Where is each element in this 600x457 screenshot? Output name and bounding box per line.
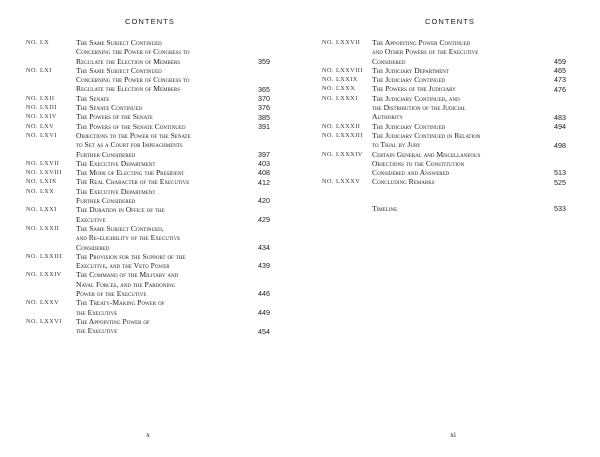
entry-title [76, 112, 242, 121]
entry-page-number: 476 [554, 84, 566, 94]
page-heading: CONTENTS [124, 17, 176, 26]
entry-title [76, 94, 242, 103]
entry-title-line: The Powers of the Senate [76, 112, 153, 122]
entry-title-line: The Powers of the Judiciary [372, 84, 456, 94]
right-page [300, 0, 600, 457]
entry-title-line: Further Considered [76, 196, 136, 206]
entry-number: NO. LXXIII [26, 252, 62, 260]
entry-page-number: 376 [258, 103, 270, 113]
entry-title-line: The Judiciary Continued [372, 75, 446, 85]
entry-title-line: Considered [372, 56, 406, 66]
entry-title-line: The Judiciary Department [372, 65, 449, 75]
toc-entry [26, 317, 270, 336]
entry-number: NO. LXX [26, 187, 55, 195]
entry-title [76, 317, 242, 336]
entry-title [76, 66, 242, 94]
toc-entry [26, 94, 270, 103]
entry-title [372, 177, 538, 186]
entry-title-line: The Duration in Office of the [76, 205, 165, 215]
entry-number: NO. LXXXV [322, 178, 361, 186]
entry-title-line: Timeline [372, 203, 398, 213]
entry-title-line: The Same Subject Continued [76, 65, 162, 75]
entry-number: NO. LXXXII [322, 122, 361, 130]
entry-page-number: 449 [258, 307, 270, 317]
entry-page-number: 359 [258, 56, 270, 66]
entry-number: NO. LXIII [26, 104, 57, 112]
entry-number: NO. LXXXI [322, 94, 358, 102]
toc-entry [26, 66, 270, 94]
toc-list [322, 38, 566, 213]
entry-title-line: to Set as a Court for Impeachments [76, 140, 183, 150]
toc-entry [322, 84, 566, 93]
entry-title [76, 177, 242, 186]
entry-title [76, 122, 242, 131]
entry-title-line: Considered and Answered [372, 168, 450, 178]
entry-title [76, 187, 242, 206]
toc-entry [26, 187, 270, 206]
entry-title-line: The Real Character of the Executive [76, 177, 190, 187]
entry-page-number: 473 [554, 75, 566, 85]
entry-page-number: 397 [258, 149, 270, 159]
entry-page-number: 434 [258, 242, 270, 252]
entry-number: NO. LXXIX [322, 76, 358, 84]
entry-page-number: 525 [554, 177, 566, 187]
page-number: xi [450, 430, 456, 439]
toc-entry [26, 103, 270, 112]
toc-entry [322, 177, 566, 186]
toc-entry [26, 38, 270, 66]
entry-number: NO. LXVI [26, 131, 57, 139]
entry-title-line: Naval Forces, and the Pardoning [76, 279, 176, 289]
entry-title [372, 75, 538, 84]
entry-title-line: Regulate the Election of Members [76, 84, 181, 94]
entry-title-line: Executive [76, 214, 106, 224]
entry-page-number: 370 [258, 94, 270, 104]
entry-title-line: Concerning the Power of Congress to [76, 47, 190, 57]
entry-title-line: Concerning the Power of Congress to [76, 75, 190, 85]
entry-title [372, 94, 538, 122]
entry-title [372, 204, 538, 213]
entry-number: NO. LXII [26, 94, 55, 102]
entry-title-line: The Judiciary Continued [372, 121, 446, 131]
entry-title-line: The Mode of Electing the President [76, 168, 185, 178]
entry-title [76, 131, 242, 159]
entry-page-number: 403 [258, 159, 270, 169]
entry-title-line: The Appointing Power Continued [372, 38, 471, 47]
entry-title [372, 38, 538, 66]
toc-entry [26, 122, 270, 131]
entry-title-line: Power of the Executive [76, 289, 147, 299]
entry-number: NO. LXXVI [26, 317, 62, 325]
toc-entry [322, 75, 566, 84]
toc-entry [322, 131, 566, 150]
entry-title-line: Concluding Remarks [372, 177, 435, 187]
entry-title [372, 122, 538, 131]
entry-number: NO. LXXIV [26, 271, 62, 279]
entry-title [76, 103, 242, 112]
entry-title-line: Objections to the Constitution [372, 158, 465, 168]
entry-page-number: 459 [554, 56, 566, 66]
entry-number: NO. LXXXIII [322, 131, 363, 139]
toc-list [26, 38, 270, 336]
entry-number: NO. LXXV [26, 299, 60, 307]
entry-title-line: The Executive Department [76, 158, 156, 168]
toc-entry [322, 66, 566, 75]
page-number: x [146, 430, 150, 439]
toc-entry [26, 177, 270, 186]
toc-entry [26, 112, 270, 121]
entry-title [372, 66, 538, 75]
entry-title-line: The Same Subject Continued [76, 38, 162, 47]
toc-entry [322, 150, 566, 178]
entry-number: NO. LXXX [322, 85, 356, 93]
entry-title-line: the Executive [76, 307, 118, 317]
entry-title-line: Further Considered [76, 149, 136, 159]
entry-number: NO. LXXVIII [322, 66, 363, 74]
entry-page-number: 465 [554, 66, 566, 76]
entry-number: NO. LXXVII [322, 39, 361, 46]
entry-title [76, 270, 242, 298]
entry-title-line: Regulate the Election of Members [76, 56, 181, 66]
entry-title [76, 159, 242, 168]
entry-title-line: The Provision for the Support of the [76, 251, 186, 261]
entry-page-number: 498 [554, 140, 566, 150]
entry-page-number: 420 [258, 196, 270, 206]
page-heading: CONTENTS [424, 17, 476, 26]
entry-number: NO. LXIV [26, 113, 57, 121]
entry-title [372, 84, 538, 93]
toc-entry [26, 270, 270, 298]
entry-page-number: 446 [258, 289, 270, 299]
entry-title-line: Executive, and the Veto Power [76, 261, 170, 271]
entry-number: NO. LXI [26, 66, 52, 74]
entry-page-number: 365 [258, 84, 270, 94]
toc-entry [322, 94, 566, 122]
entry-page-number: 454 [258, 326, 270, 336]
toc-entry [26, 168, 270, 177]
entry-title-line: the Distribution of the Judicial [372, 103, 466, 113]
entry-title-line: The Judiciary Continued in Relation [372, 130, 481, 140]
entry-title [76, 298, 242, 317]
entry-title [76, 168, 242, 177]
entry-page-number: 391 [258, 121, 270, 131]
entry-page-number: 513 [554, 168, 566, 178]
entry-title-line: The Powers of the Senate Continued [76, 121, 186, 131]
entry-title-line: The Same Subject Continued, [76, 223, 164, 233]
toc-entry [26, 131, 270, 159]
entry-title [76, 205, 242, 224]
entry-page-number: 429 [258, 214, 270, 224]
entry-number: NO. LXV [26, 122, 55, 130]
toc-entry [322, 204, 566, 213]
entry-title-line: Objections to the Power of the Senate [76, 130, 191, 140]
entry-title-line: The Executive Department [76, 186, 156, 196]
entry-title-line: Authority [372, 112, 404, 122]
entry-number: NO. LXXI [26, 206, 57, 214]
entry-title [76, 38, 242, 66]
entry-page-number: 439 [258, 261, 270, 271]
entry-title [76, 252, 242, 271]
entry-title-line: and Re-eligibility of the Executive [76, 233, 181, 243]
toc-entry [322, 38, 566, 66]
entry-number: NO. LXIX [26, 178, 57, 186]
toc-entry [26, 252, 270, 271]
entry-page-number: 408 [258, 168, 270, 178]
entry-title [372, 150, 538, 178]
entry-title [372, 131, 538, 150]
toc-entry [322, 122, 566, 131]
entry-title-line: and Other Powers of the Executive [372, 47, 479, 57]
entry-page-number: 412 [258, 177, 270, 187]
entry-title [76, 224, 242, 252]
toc-entry [26, 224, 270, 252]
entry-page-number: 385 [258, 112, 270, 122]
entry-page-number: 533 [554, 204, 566, 214]
entry-page-number: 494 [554, 121, 566, 131]
entry-title-line: The Senate Continued [76, 103, 143, 113]
entry-page-number: 483 [554, 112, 566, 122]
toc-entry [26, 159, 270, 168]
entry-number: NO. LXVII [26, 159, 60, 167]
entry-title-line: Considered [76, 242, 110, 252]
entry-number: NO. LXXXIV [322, 150, 363, 158]
entry-title-line: to Trial by Jury [372, 140, 421, 150]
entry-title-line: the Executive [76, 326, 118, 336]
entry-number: NO. LXVIII [26, 169, 62, 177]
entry-number: NO. LX [26, 39, 50, 46]
toc-entry [26, 205, 270, 224]
entry-number [322, 204, 372, 205]
entry-title-line: The Senate [76, 93, 110, 103]
entry-title-line: The Treaty-Making Power of [76, 298, 165, 308]
entry-title-line: The Judiciary Continued, and [372, 93, 460, 103]
entry-number: NO. LXXII [26, 224, 60, 232]
entry-title-line: The Command of the Military and [76, 270, 179, 280]
entry-title-line: The Appointing Power of [76, 316, 150, 326]
toc-entry [26, 298, 270, 317]
entry-title-line: Certain General and Miscellaneous [372, 149, 481, 159]
